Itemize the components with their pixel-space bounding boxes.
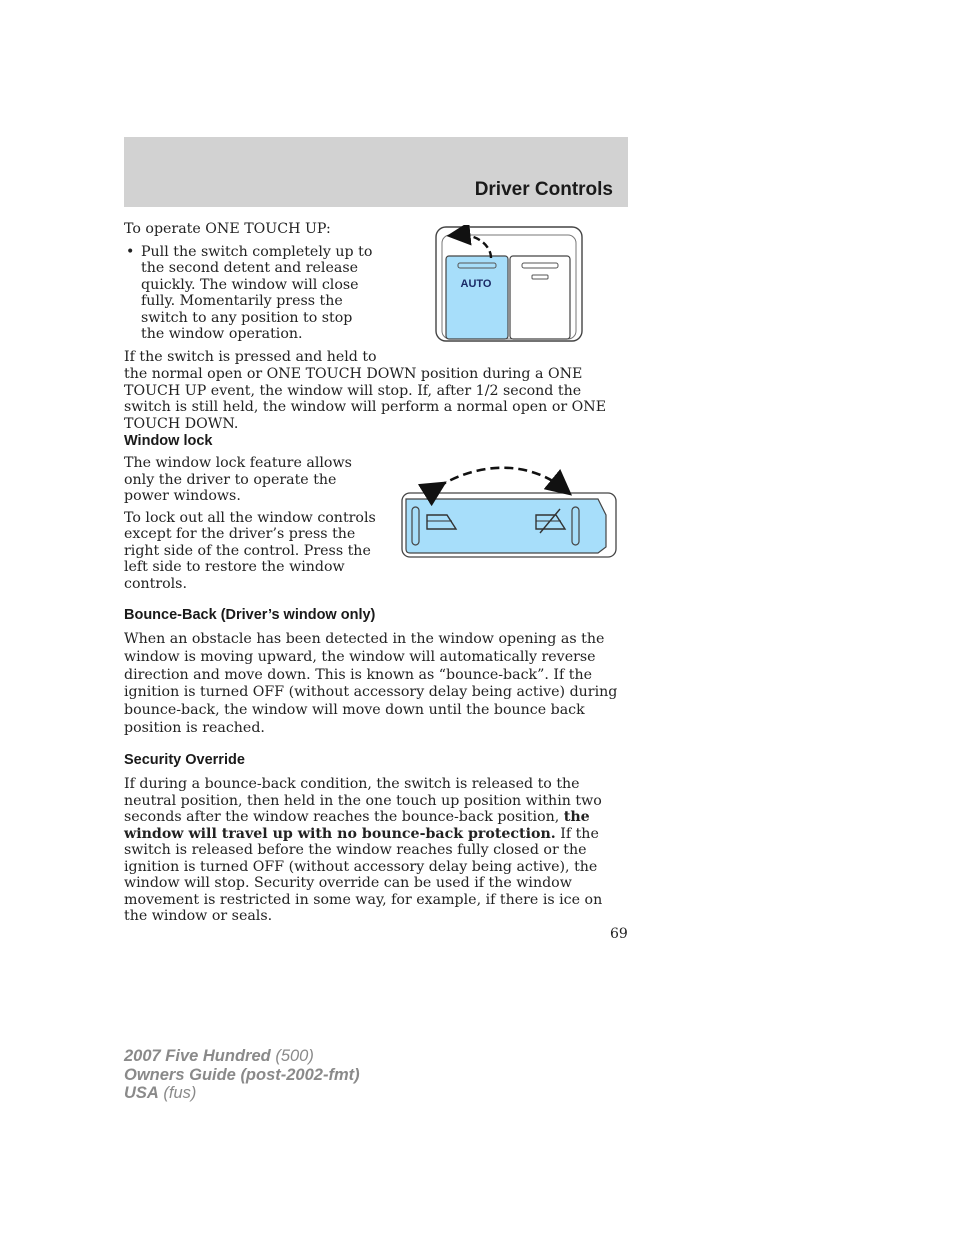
footer-model-code: (500)	[270, 1047, 314, 1065]
footer-market: USA	[124, 1084, 159, 1102]
footer-model: 2007 Five Hundred	[124, 1047, 271, 1065]
header-band	[124, 137, 628, 207]
window-lock-para2: To lock out all the window controls except for the driver’s press the right side of the control. Press the left side to restore the window controls.	[124, 509, 376, 592]
double-arrow-icon	[438, 468, 564, 489]
one-touch-up-list	[124, 244, 379, 343]
document-footer	[124, 1047, 360, 1103]
footer-line-1	[124, 1047, 360, 1066]
page-number: 69	[610, 926, 628, 942]
footer-line-2	[124, 1066, 360, 1085]
one-touch-up-block	[124, 221, 379, 365]
footer-line-3	[124, 1084, 360, 1103]
bounce-back-heading: Bounce-Back (Driver’s window only)	[124, 607, 376, 623]
one-touch-up-para-start: If the switch is pressed and held to	[124, 348, 377, 365]
one-touch-up-para-rest: the normal open or ONE TOUCH DOWN position during a ONE TOUCH UP event, the window will stop. If, after 1/2 second the switch is still held, the window will perform a normal open or ONE TOUCH DOWN.	[124, 366, 607, 432]
auto-label: AUTO	[460, 278, 492, 290]
window-lock-para1: The window lock feature allows only the driver to operate the power windows.	[124, 455, 352, 504]
window-lock-switch-figure	[400, 463, 618, 559]
security-override-bold: the window will travel up with no bounce-back protection.	[124, 809, 590, 842]
one-touch-up-intro: To operate ONE TOUCH UP:	[124, 221, 331, 237]
window-lock-heading: Window lock	[124, 433, 213, 449]
footer-market-code: (fus)	[158, 1084, 197, 1102]
one-touch-up-bullet: • Pull the switch completely up to the second detent and release quickly. The window will close fully. Momentarily press the switch to any position to stop the window operation.	[124, 244, 379, 343]
footer-guide: Owners Guide (post-2002-fmt)	[124, 1065, 360, 1084]
security-override-text-1: If during a bounce-back condition, the switch is released to the neutral position, then held in the one touch up position within two seconds after the window reaches the bounce-back position,	[124, 776, 602, 825]
security-override-heading: Security Override	[124, 752, 245, 768]
section-title: Driver Controls	[474, 179, 613, 200]
security-override-para	[124, 776, 628, 925]
auto-window-switch-figure	[434, 225, 584, 343]
security-override-text-2: If the switch is released before the window reaches fully closed or the ignition is turned OFF (without accessory delay being active), the window will stop. Security override can be used if the window movement is restricted in some way, for example, if there is ice on the window or seals.	[124, 825, 603, 924]
bounce-back-para: When an obstacle has been detected in the window opening as the window is moving upward, the window will automatically reverse direction and move down. This is known as “bounce-back”. If the ignition is turned OFF (without accessory delay being active) during bounce-back, the window will move down until the bounce back position is reached.	[124, 631, 618, 736]
window-lock-block	[124, 455, 379, 592]
